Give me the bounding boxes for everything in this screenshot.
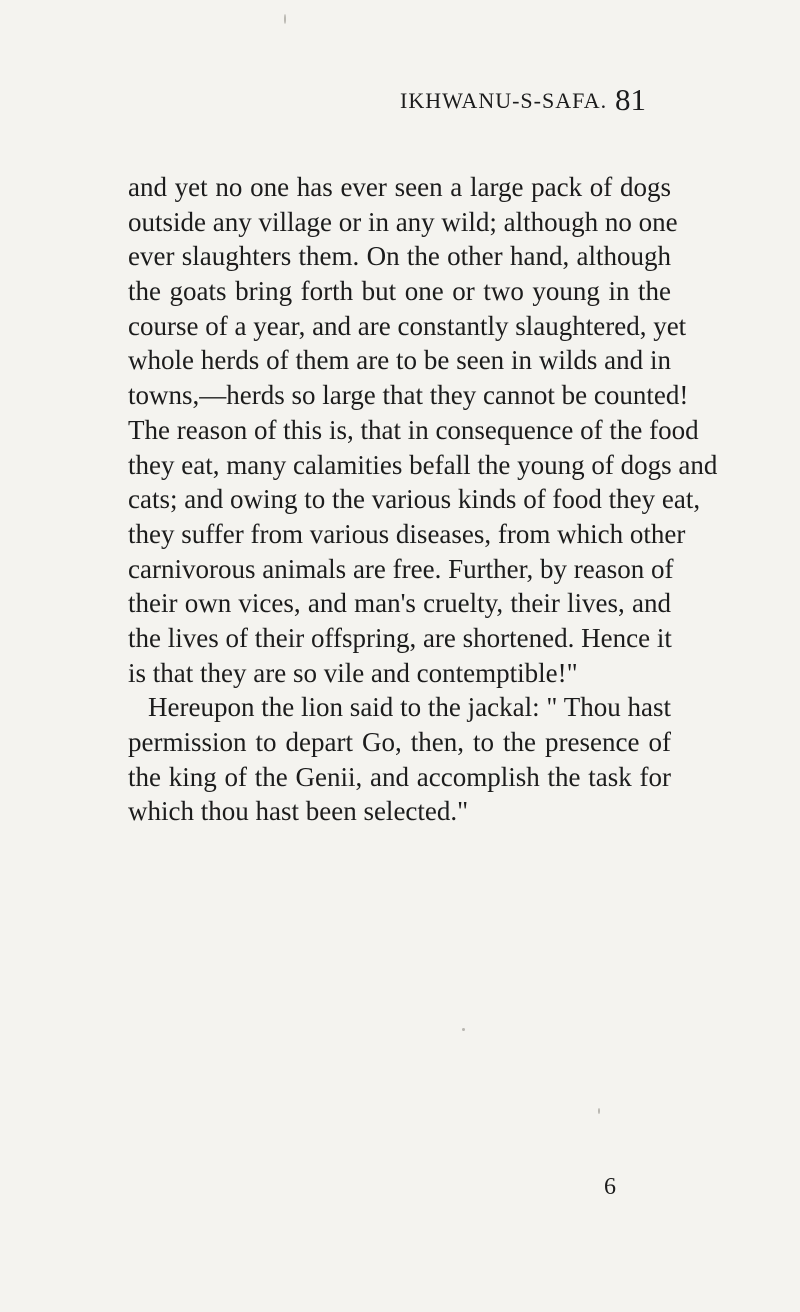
body-text <box>128 170 718 829</box>
text-line: the lives of their offspring, are shortened. Hence it <box>128 622 672 653</box>
paper-speck <box>598 1108 600 1114</box>
text-line: ever slaughters them. On the other hand, although <box>128 241 671 272</box>
text-line: permission to depart Go, then, to the presence of <box>128 727 671 757</box>
paper-speck <box>284 14 286 24</box>
signature-mark: 6 <box>604 1174 616 1200</box>
text-line: the king of the Genii, and accomplish the task for <box>128 761 671 792</box>
text-line: which thou hast been selected." <box>128 796 469 827</box>
text-line: they suffer from various diseases, from which other <box>128 518 686 549</box>
text-line: whole herds of them are to be seen in wilds and in <box>128 345 671 376</box>
text-line: the goats bring forth but one or two young in the <box>128 276 671 307</box>
paper-speck <box>462 1028 465 1031</box>
text-line: their own vices, and man's cruelty, their lives, and <box>128 588 671 619</box>
text-line: is that they are so vile and contemptible!" <box>128 657 578 688</box>
text-line: cats; and owing to the various kinds of food they eat, <box>128 484 701 515</box>
text-line: and yet no one has ever seen a large pack of dogs <box>128 172 671 202</box>
text-line: course of a year, and are constantly slaughtered, yet <box>128 310 687 341</box>
text-line: they eat, many calamities befall the young of dogs and <box>128 449 718 480</box>
text-line: towns,—herds so large that they cannot be counted! <box>128 380 689 411</box>
text-line: The reason of this is, that in consequence of the food <box>128 414 699 445</box>
text-line: carnivorous animals are free. Further, by reason of <box>128 553 674 584</box>
page-number: 81 <box>615 82 646 117</box>
text-line: outside any village or in any wild; although no one <box>128 206 678 237</box>
running-head: IKHWANU-S-SAFA. <box>400 88 608 113</box>
paragraph-first-line: Hereupon the lion said to the jackal: " Thou hast <box>148 692 671 723</box>
